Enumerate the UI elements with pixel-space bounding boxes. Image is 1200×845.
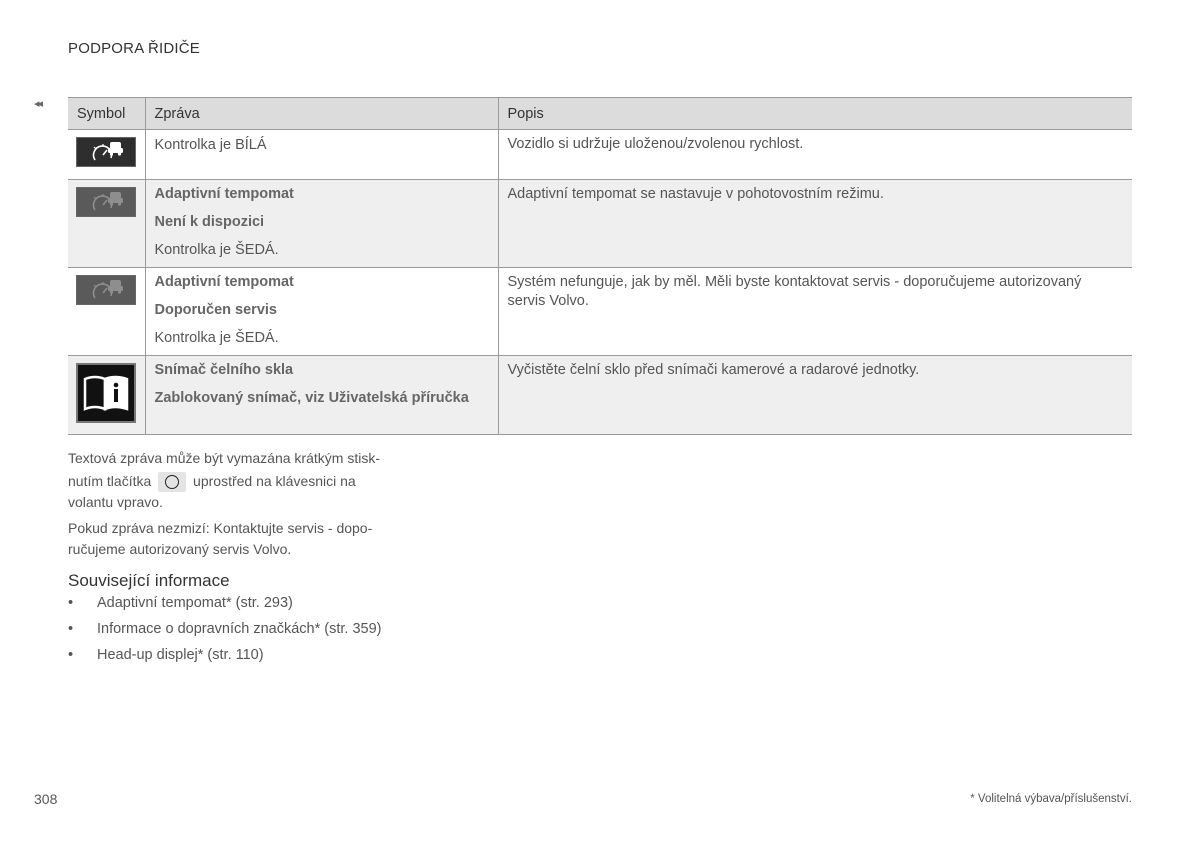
related-link[interactable] xyxy=(68,592,382,618)
page-number: 308 xyxy=(34,791,58,807)
continued-from-previous-icon: ◂◂ xyxy=(34,98,42,110)
footnote: * Volitelná výbava/příslušenství. xyxy=(970,793,1132,805)
related-link[interactable] xyxy=(68,618,382,644)
text-line xyxy=(68,471,408,492)
owners-manual-info-icon xyxy=(76,363,136,423)
bullet: • xyxy=(68,595,74,611)
table-row xyxy=(68,356,1132,435)
description-cell: Systém nefunguje, jak by měl. Měli byste kontaktovat servis - doporučujeme autorizovaný servis Volvo. xyxy=(498,268,1132,356)
symbol-cell xyxy=(68,356,145,435)
circle-button-icon xyxy=(158,472,186,492)
message-cell xyxy=(145,268,498,356)
message-line: Kontrolka je BÍLÁ xyxy=(154,137,267,153)
message-subtitle: Doporučen servis xyxy=(154,302,277,318)
paragraph-contact-service xyxy=(68,518,408,560)
description-cell: Vozidlo si udržuje uloženou/zvolenou rychlost. xyxy=(498,130,1132,180)
related-link-label[interactable]: Head-up displej* (str. 110) xyxy=(97,647,264,663)
text-line: Pokud zpráva nezmizí: Kontaktujte servis - dopo- xyxy=(68,520,373,536)
symbol-cell xyxy=(68,268,145,356)
text-line: Textová zpráva může být vymazána krátkým stisk- xyxy=(68,450,380,466)
table-row xyxy=(68,180,1132,268)
text-line: ručujeme autorizovaný servis Volvo. xyxy=(68,541,292,557)
message-cell xyxy=(145,180,498,268)
column-header-symbol: Symbol xyxy=(68,98,145,130)
message-line: Kontrolka je ŠEDÁ. xyxy=(154,242,279,258)
bullet: • xyxy=(68,647,74,663)
message-line: Kontrolka je ŠEDÁ. xyxy=(154,330,279,346)
message-subtitle: Není k dispozici xyxy=(154,214,265,230)
text-line: volantu vpravo. xyxy=(68,494,163,511)
table-row xyxy=(68,130,1132,180)
paragraph-dismiss-message xyxy=(68,448,408,513)
bullet: • xyxy=(68,621,74,637)
related-link-label[interactable]: Adaptivní tempomat* (str. 293) xyxy=(97,595,293,611)
column-header-description: Popis xyxy=(498,98,1132,130)
related-link-label[interactable]: Informace o dopravních značkách* (str. 359) xyxy=(97,621,382,637)
text-span: uprostřed na klávesnici na xyxy=(193,473,356,489)
message-title: Adaptivní tempomat xyxy=(154,274,294,290)
related-link[interactable] xyxy=(68,644,382,670)
description-cell: Adaptivní tempomat se nastavuje v pohotovostním režimu. xyxy=(498,180,1132,268)
table-header-row xyxy=(68,98,1132,130)
message-title: Snímač čelního skla xyxy=(154,362,294,378)
text-span: nutím tlačítka xyxy=(68,473,152,489)
related-info-list xyxy=(68,592,382,670)
message-cell xyxy=(145,130,498,180)
adaptive-cruise-grey-icon xyxy=(76,275,136,305)
message-title: Adaptivní tempomat xyxy=(154,186,294,202)
message-table xyxy=(68,97,1132,435)
adaptive-cruise-grey-icon xyxy=(76,187,136,217)
symbol-cell xyxy=(68,180,145,268)
symbol-cell xyxy=(68,130,145,180)
table-row xyxy=(68,268,1132,356)
message-cell xyxy=(145,356,498,435)
column-header-message: Zpráva xyxy=(145,98,498,130)
description-cell: Vyčistěte čelní sklo před snímači kamerové a radarové jednotky. xyxy=(498,356,1132,435)
section-title: PODPORA ŘIDIČE xyxy=(68,40,200,57)
adaptive-cruise-white-icon xyxy=(76,137,136,167)
message-subtitle: Zablokovaný snímač, viz Uživatelská příručka xyxy=(154,390,469,406)
related-info-heading: Související informace xyxy=(68,571,230,590)
